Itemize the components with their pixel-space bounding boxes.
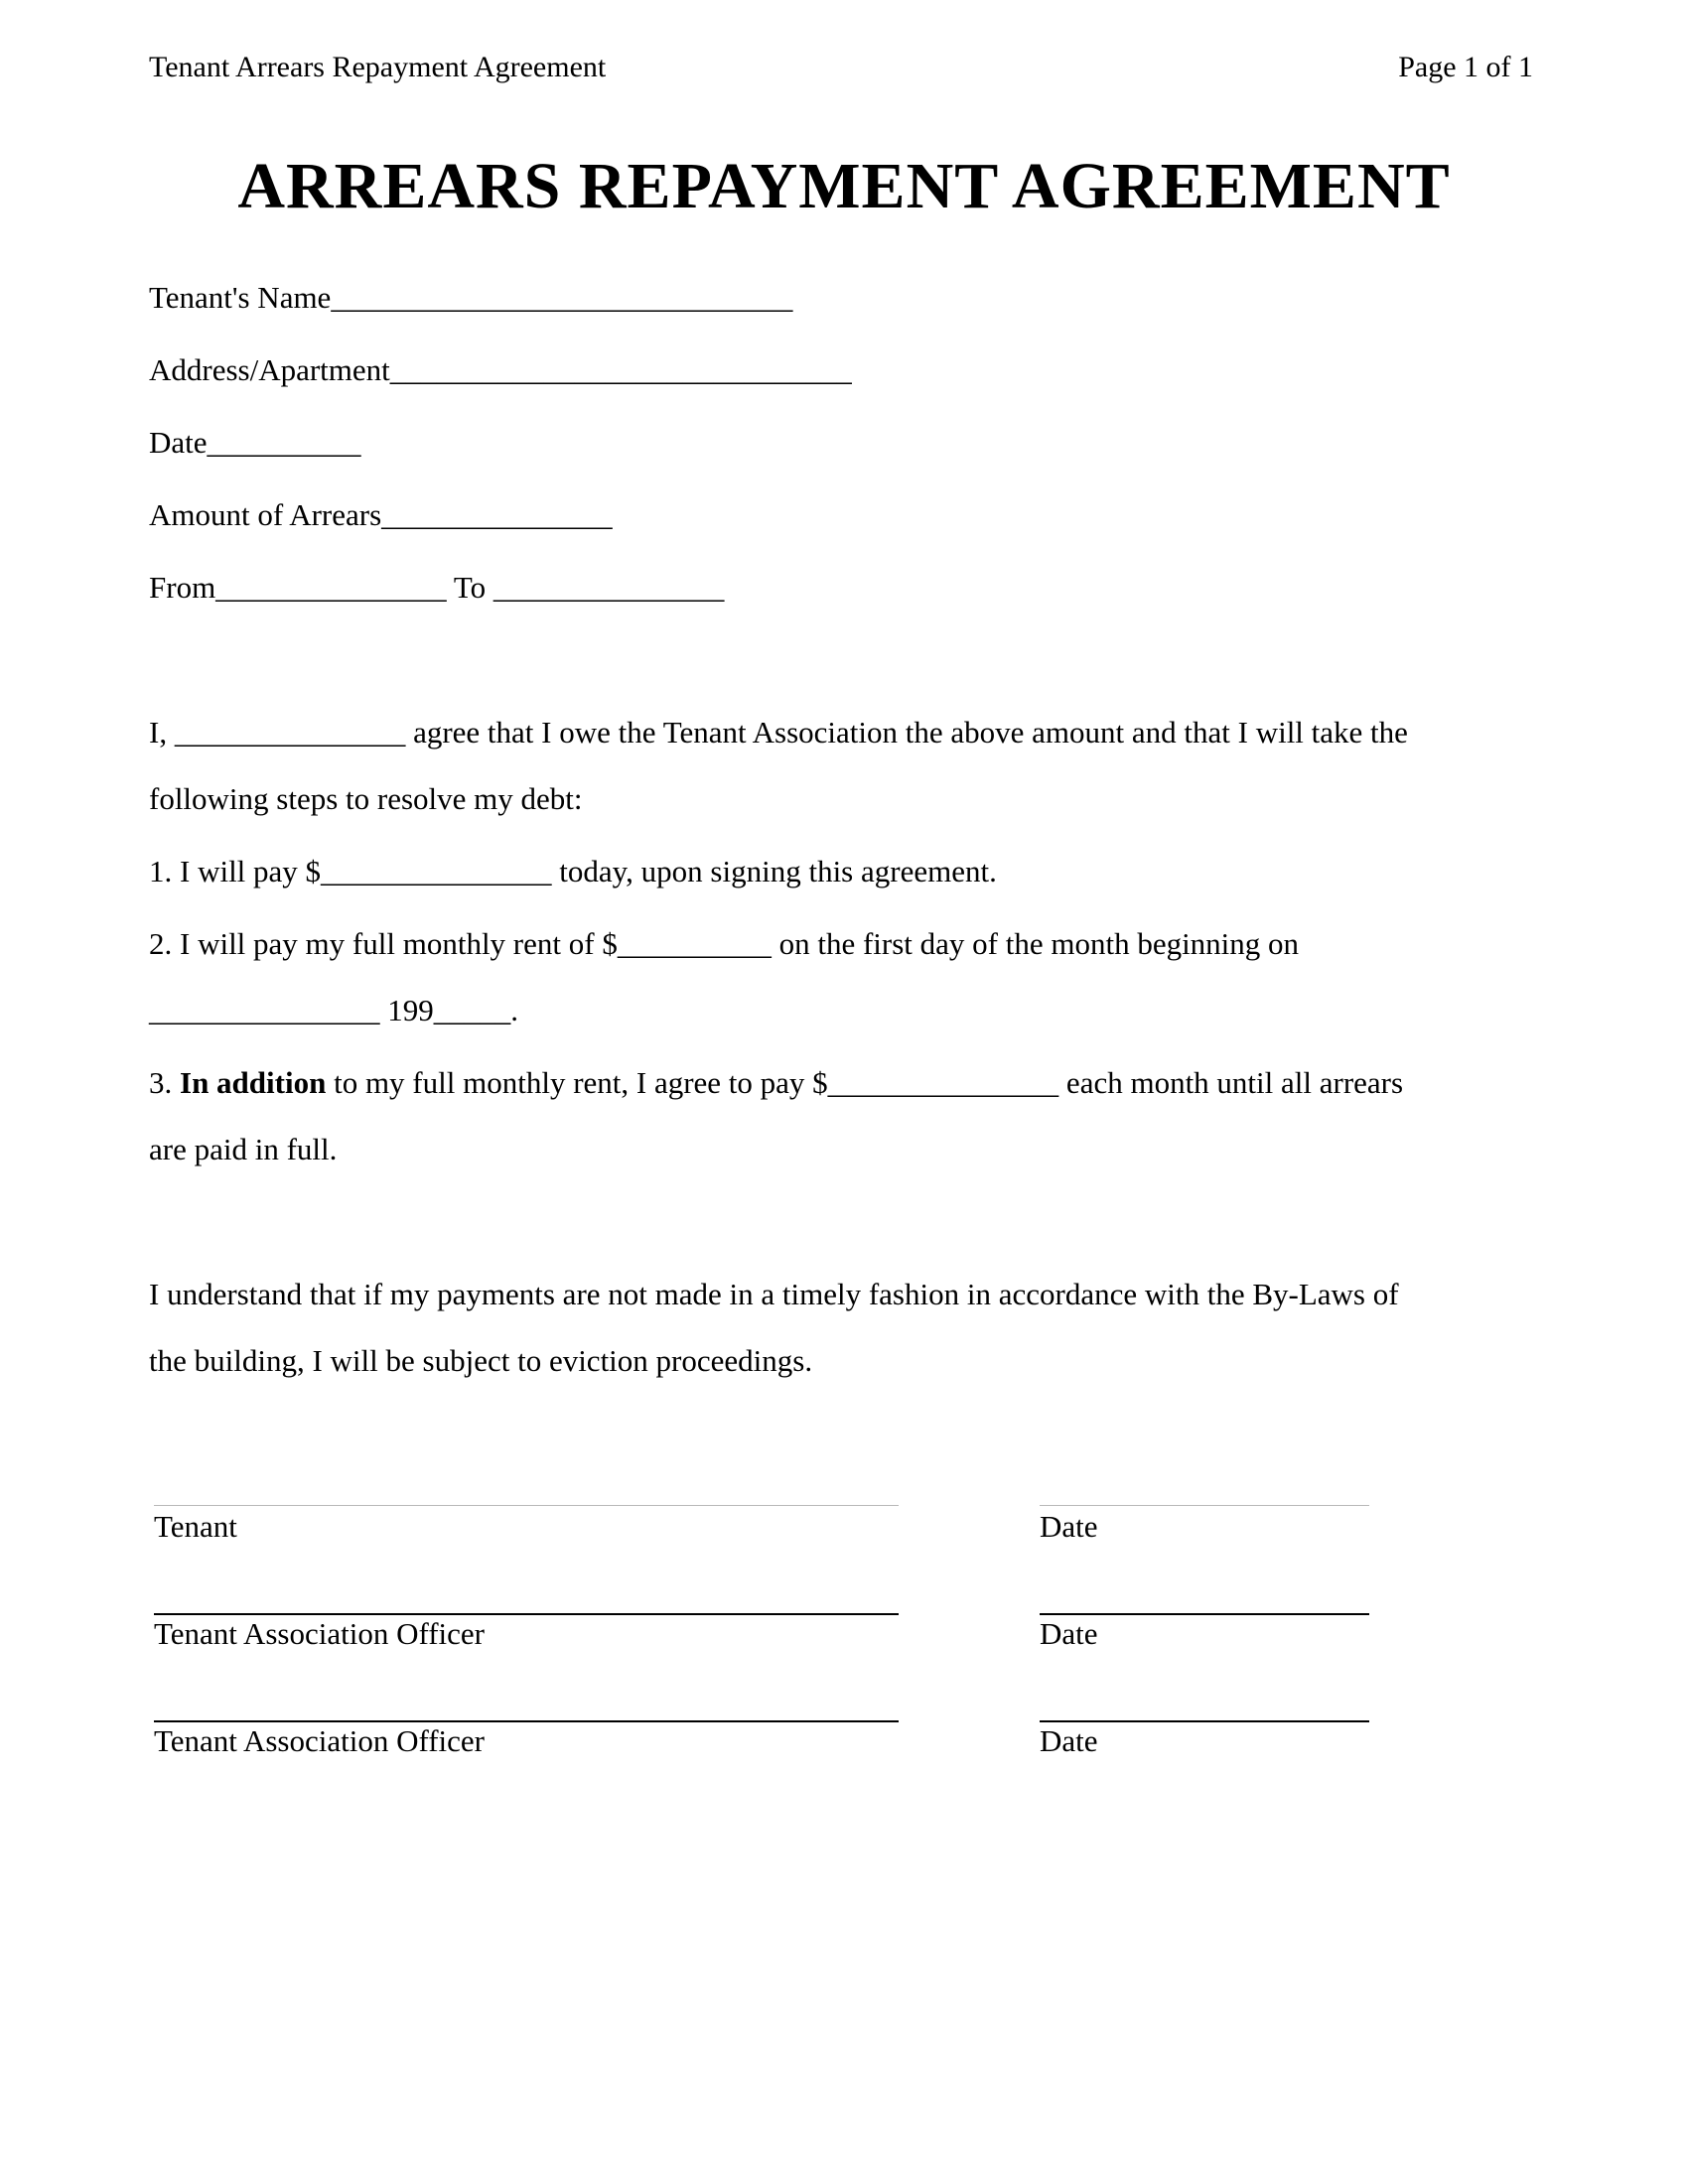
address-field: Address/Apartment______________________________ (149, 352, 852, 387)
tenant-date-line (1040, 1505, 1369, 1506)
step-3-text: to my full monthly rent, I agree to pay $_______________ each month until all arrears (326, 1065, 1404, 1100)
intro-line-2: following steps to resolve my debt: (149, 781, 583, 816)
date-field: Date__________ (149, 425, 361, 460)
officer-2-date-label: Date (1040, 1723, 1098, 1758)
tenant-signature-line (154, 1505, 899, 1506)
header-document-name: Tenant Arrears Repayment Agreement (149, 51, 607, 83)
officer-1-signature-label: Tenant Association Officer (154, 1616, 485, 1651)
tenant-signature-label: Tenant (154, 1509, 237, 1544)
understand-line-1: I understand that if my payments are not made in a timely fashion in accordance with the By-Laws of (149, 1277, 1399, 1311)
officer-2-signature-label: Tenant Association Officer (154, 1723, 485, 1758)
step-1: 1. I will pay $_______________ today, upon signing this agreement. (149, 854, 997, 888)
header-page-number: Page 1 of 1 (1398, 51, 1533, 83)
document-title: ARREARS REPAYMENT AGREEMENT (237, 150, 1451, 222)
from-to-field: From_______________ To _______________ (149, 570, 725, 605)
officer-1-date-label: Date (1040, 1616, 1098, 1651)
amount-of-arrears-field: Amount of Arrears_______________ (149, 497, 613, 532)
step-2-line-1: 2. I will pay my full monthly rent of $__________ on the first day of the month beginning on (149, 926, 1300, 961)
tenant-date-label: Date (1040, 1509, 1098, 1544)
understand-line-2: the building, I will be subject to eviction proceedings. (149, 1343, 813, 1378)
tenant-name-field: Tenant's Name______________________________ (149, 280, 793, 315)
intro-line-1: I, _______________ agree that I owe the Tenant Association the above amount and that I will take the (149, 715, 1408, 750)
step-3-emphasis: In addition (180, 1065, 327, 1100)
step-3-number: 3. (149, 1065, 180, 1100)
step-2-line-2: _______________ 199_____. (149, 993, 518, 1027)
step-3-line-1 (149, 1063, 1403, 1103)
step-3-line-2: are paid in full. (149, 1132, 338, 1166)
